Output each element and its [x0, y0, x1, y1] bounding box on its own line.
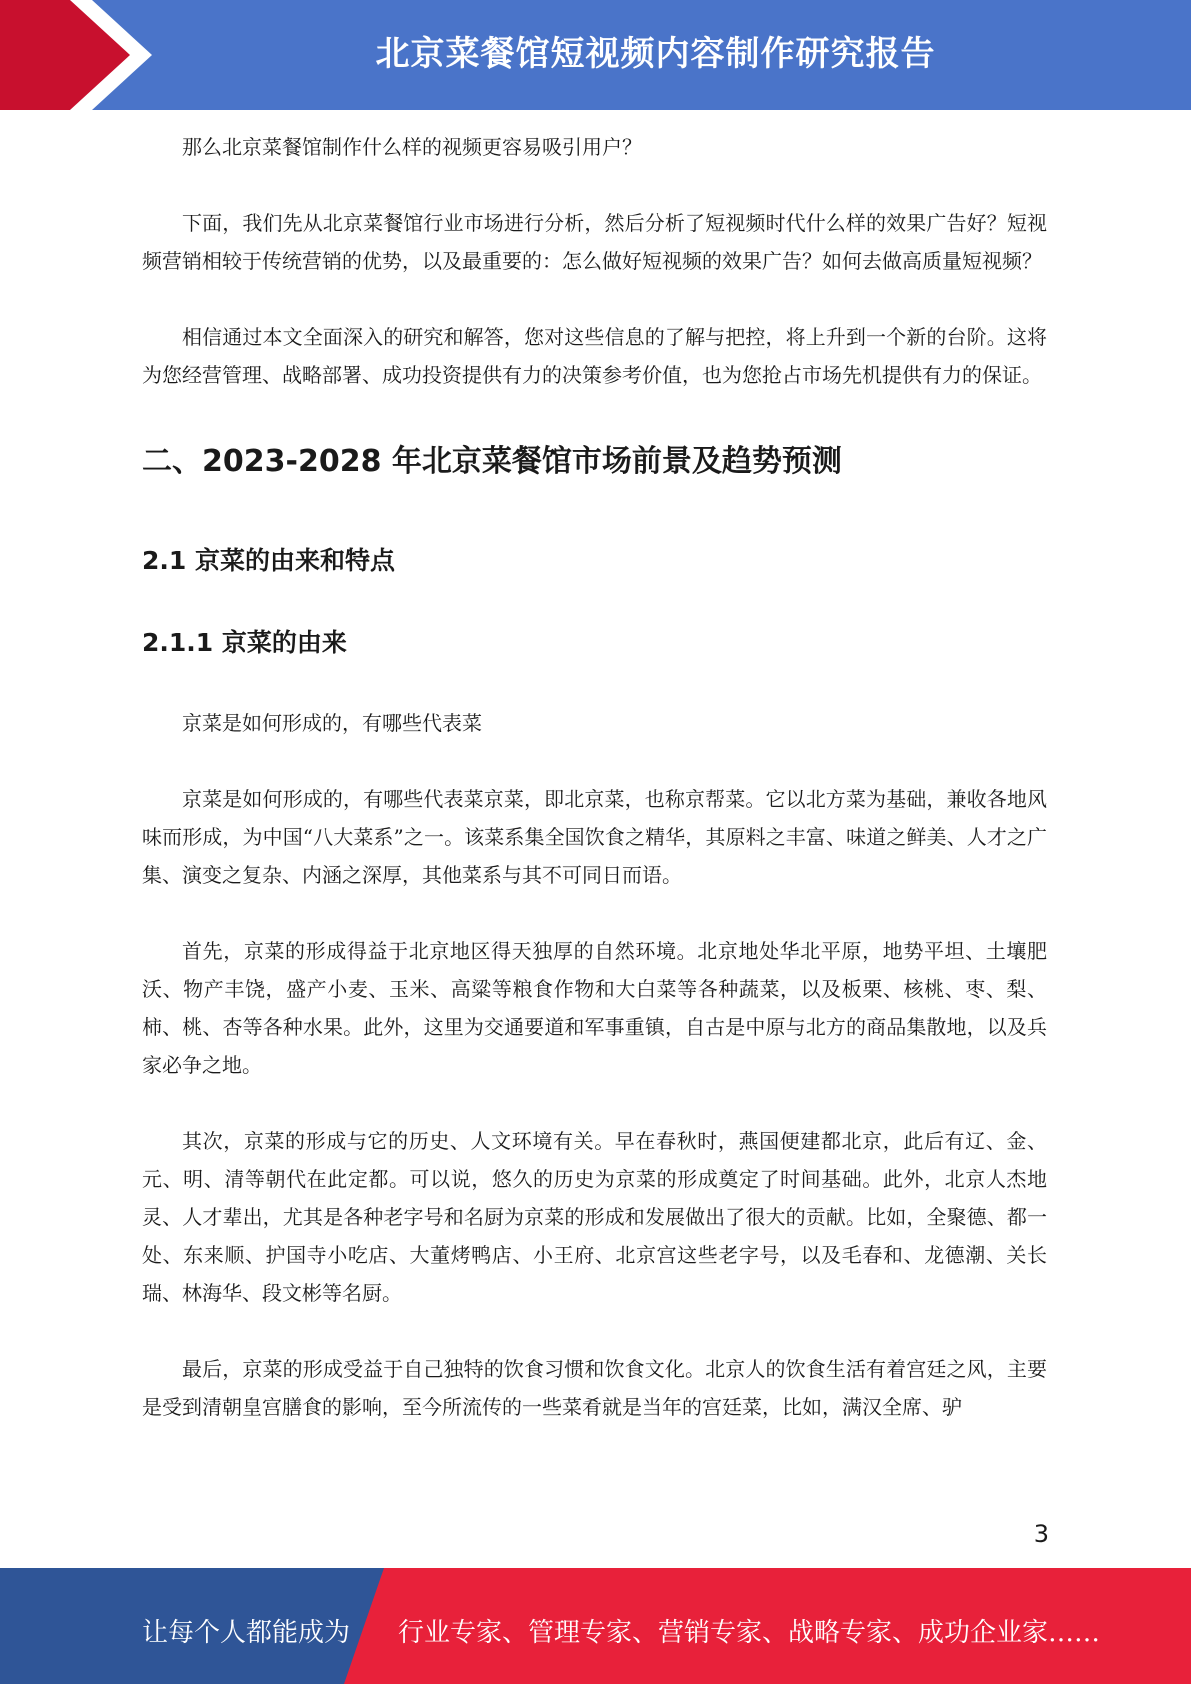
footer-banner [0, 1568, 1191, 1684]
footer-slogan-left: 让每个人都能成为 [142, 1618, 351, 1648]
body-paragraph: 其次，京菜的形成与它的历史、人文环境有关。早在春秋时，燕国便建都北京，此后有辽、金、元、明、清等朝代在此定都。可以说，悠久的历史为京菜的形成奠定了时间基础。此外，北京人杰地灵、人才辈出，尤其是各种老字号和名厨为京菜的形成和发展做出了很大的贡献。比如，全聚德、都一处、东来顺、护国寺小吃店、大董烤鸭店、小王府、北京宫这些老字号，以及毛春和、龙德潮、关长瑞、林海华、段文彬等名厨。 [142, 1129, 1047, 1305]
report-title: 北京菜餐馆短视频内容制作研究报告 [375, 34, 936, 74]
intro-paragraph: 相信通过本文全面深入的研究和解答，您对这些信息的了解与把控，将上升到一个新的台阶。这将为您经营管理、战略部署、成功投资提供有力的决策参考价值，也为您抢占市场先机提供有力的保证。 [142, 325, 1047, 387]
header-banner [0, 0, 1191, 110]
section-heading: 二、2023-2028 年北京菜餐馆市场前景及趋势预测 [142, 444, 842, 479]
body-paragraph: 京菜是如何形成的，有哪些代表菜京菜，即北京菜，也称京帮菜。它以北方菜为基础，兼收各地风味而形成，为中国“八大菜系”之一。该菜系集全国饮食之精华，其原料之丰富、味道之鲜美、人才之广集、演变之复杂、内涵之深厚，其他菜系与其不可同日而语。 [142, 787, 1047, 887]
intro-paragraph: 下面，我们先从北京菜餐馆行业市场进行分析，然后分析了短视频时代什么样的效果广告好？短视频营销相较于传统营销的优势，以及最重要的：怎么做好短视频的效果广告？如何去做高质量短视频？ [142, 211, 1047, 273]
intro-paragraph: 那么北京菜餐馆制作什么样的视频更容易吸引用户？ [182, 135, 642, 159]
page-number: 3 [1033, 1520, 1049, 1548]
document-body [142, 128, 1047, 1426]
subsubsection-heading: 2.1.1 京菜的由来 [142, 628, 347, 657]
body-paragraph: 京菜是如何形成的，有哪些代表菜 [182, 711, 482, 735]
body-paragraph: 首先，京菜的形成得益于北京地区得天独厚的自然环境。北京地处华北平原，地势平坦、土壤肥沃、物产丰饶，盛产小麦、玉米、高粱等粮食作物和大白菜等各种蔬菜，以及板栗、核桃、枣、梨、柿、桃、杏等各种水果。此外，这里为交通要道和军事重镇，自古是中原与北方的商品集散地，以及兵家必争之地。 [142, 939, 1047, 1077]
footer-slogan-right: 行业专家、管理专家、营销专家、战略专家、成功企业家…… [398, 1618, 1101, 1648]
body-paragraph: 最后，京菜的形成受益于自己独特的饮食习惯和饮食文化。北京人的饮食生活有着宫廷之风，主要是受到清朝皇宫膳食的影响，至今所流传的一些菜肴就是当年的宫廷菜，比如，满汉全席、驴 [142, 1357, 1047, 1419]
subsection-heading: 2.1 京菜的由来和特点 [142, 546, 395, 575]
